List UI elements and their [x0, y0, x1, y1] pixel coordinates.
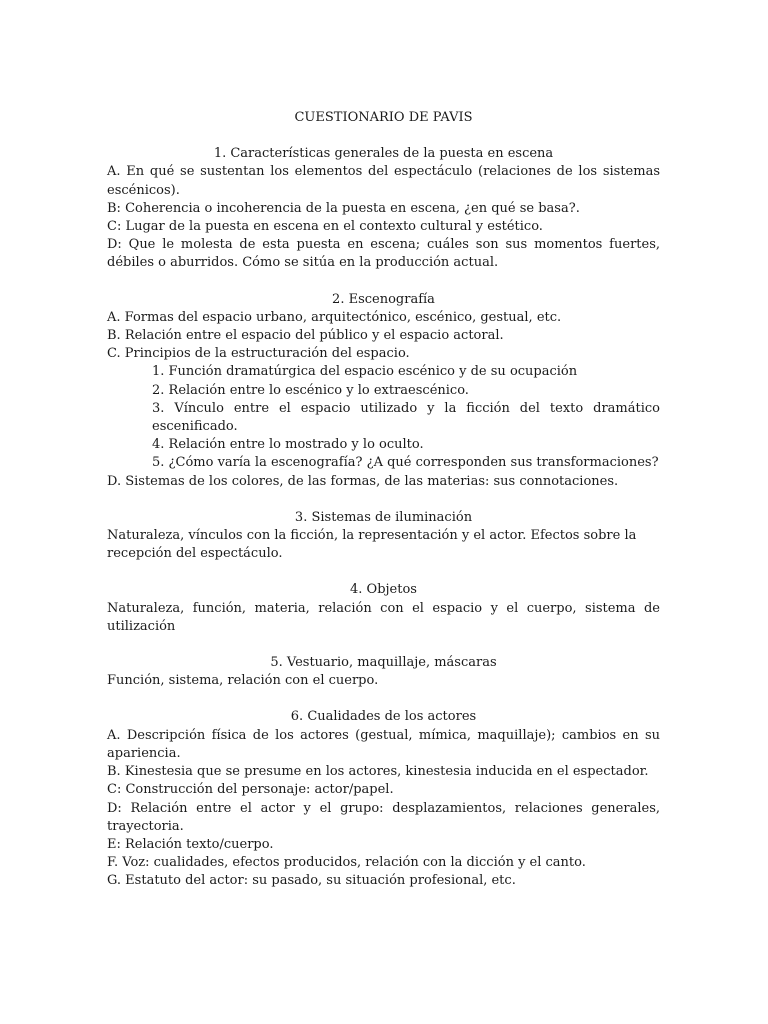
question-item: B. Kinestesia que se presume en los actores, kinestesia inducida en el espectador. [107, 764, 649, 780]
question-item: D: Relación entre el actor y el grupo: desplazamientos, relaciones generales, trayectoria. [107, 800, 660, 834]
question-item: B: Coherencia o incoherencia de la puesta en escena, ¿en qué se basa?. [107, 200, 580, 216]
sub-question-item: 5. ¿Cómo varía la escenografía? ¿A qué corresponden sus transformaciones? [152, 455, 659, 471]
section-description: Naturaleza, función, materia, relación con el espacio y el cuerpo, sistema de utilización [107, 600, 660, 634]
section-heading: 4. Objetos [350, 582, 417, 598]
question-item: C: Lugar de la puesta en escena en el contexto cultural y estético. [107, 219, 543, 235]
question-item: F. Voz: cualidades, efectos producidos, relación con la dicción y el canto. [107, 855, 586, 871]
section-heading: 5. Vestuario, maquillaje, máscaras [270, 655, 497, 671]
section-heading: 3. Sistemas de iluminación [294, 509, 473, 525]
sub-question-item: 3. Vínculo entre el espacio utilizado y la ficción del texto dramático escenificado. [152, 400, 660, 435]
question-item: C. Principios de la estructuración del espacio. [107, 346, 410, 362]
sub-question-item: 2. Relación entre lo escénico y lo extraescénico. [152, 382, 469, 398]
question-item: B. Relación entre el espacio del público y el espacio actoral. [107, 328, 504, 344]
question-item: D: Que le molesta de esta puesta en escena; cuáles son sus momentos fuertes, débiles o aburridos. Cómo se sitúa en la producción actual. [107, 237, 660, 271]
document-page [107, 109, 660, 891]
section-heading: 1. Características generales de la puesta en escena [213, 146, 554, 162]
document-title: CUESTIONARIO DE PAVIS [294, 110, 473, 125]
section-heading: 2. Escenografía [332, 291, 435, 307]
question-item: A. Formas del espacio urbano, arquitectónico, escénico, gestual, etc. [107, 309, 562, 325]
question-item: A. En qué se sustentan los elementos del espectáculo (relaciones de los sistemas escénicos). [107, 164, 660, 198]
section-description: Naturaleza, vínculos con la ficción, la representación y el actor. Efectos sobre la recepción del espectáculo. [107, 528, 637, 562]
sub-question-item: 1. Función dramatúrgica del espacio escénico y de su ocupación [152, 364, 578, 380]
section-heading: 6. Cualidades de los actores [290, 709, 477, 725]
question-item: D. Sistemas de los colores, de las formas, de las materias: sus connotaciones. [107, 473, 619, 489]
section-description: Función, sistema, relación con el cuerpo. [107, 673, 379, 689]
question-item: A. Descripción física de los actores (gestual, mímica, maquillaje); cambios en su apariencia. [107, 727, 660, 761]
question-item: E: Relación texto/cuerpo. [107, 836, 274, 852]
sub-question-item: 4. Relación entre lo mostrado y lo oculto. [152, 437, 424, 453]
question-item: C: Construcción del personaje: actor/papel. [107, 782, 394, 798]
question-item: G. Estatuto del actor: su pasado, su situación profesional, etc. [107, 873, 516, 889]
